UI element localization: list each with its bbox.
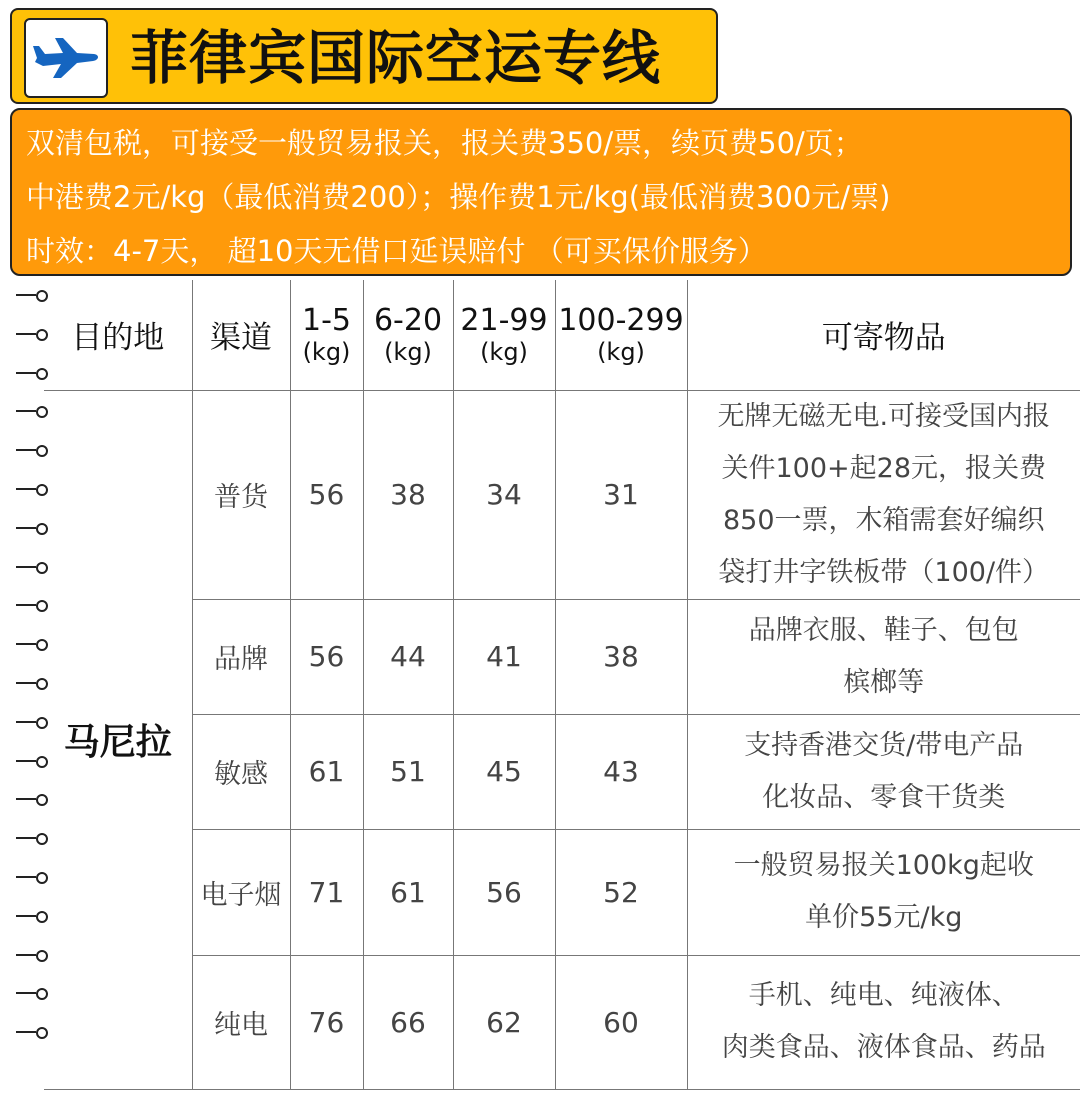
binder-ring-icon (14, 792, 48, 806)
header-channel: 渠道 (192, 280, 290, 390)
page-title: 菲律宾国际空运专线 (130, 24, 662, 92)
service-info-box (10, 108, 1072, 276)
header-range-4: 100-299 (kg) (555, 280, 687, 390)
header-range-2: 6-20 (kg) (363, 280, 453, 390)
binder-ring-icon (14, 870, 48, 884)
price-cell: 51 (363, 714, 453, 829)
price-cell: 31 (555, 390, 687, 599)
price-cell: 45 (453, 714, 555, 829)
binder-ring-icon (14, 637, 48, 651)
price-cell: 52 (555, 829, 687, 955)
binder-ring-icon (14, 404, 48, 418)
channel-cell: 敏感 (192, 714, 290, 829)
rates-table (44, 280, 1080, 1090)
table-row (44, 714, 1080, 829)
price-cell: 62 (453, 955, 555, 1089)
price-cell: 44 (363, 599, 453, 714)
price-cell: 38 (555, 599, 687, 714)
binder-ring-icon (14, 909, 48, 923)
table-row (44, 599, 1080, 714)
binder-ring-icon (14, 482, 48, 496)
price-cell: 56 (453, 829, 555, 955)
price-cell: 60 (555, 955, 687, 1089)
header-range-1: 1-5 (kg) (290, 280, 363, 390)
table-row (44, 955, 1080, 1089)
price-cell: 61 (290, 714, 363, 829)
price-cell: 56 (290, 390, 363, 599)
price-cell: 38 (363, 390, 453, 599)
price-cell: 41 (453, 599, 555, 714)
price-cell: 61 (363, 829, 453, 955)
items-cell: 品牌衣服、鞋子、包包 槟榔等 (687, 599, 1080, 714)
destination-cell: 马尼拉 (44, 390, 192, 1089)
binder-ring-icon (14, 715, 48, 729)
items-cell: 支持香港交货/带电产品 化妆品、零食干货类 (687, 714, 1080, 829)
table-row (44, 829, 1080, 955)
header-destination: 目的地 (44, 280, 192, 390)
table-header-row (44, 280, 1080, 390)
price-cell: 71 (290, 829, 363, 955)
items-cell: 一般贸易报关100kg起收 单价55元/kg (687, 829, 1080, 955)
title-banner (10, 8, 718, 104)
binder-ring-icon (14, 831, 48, 845)
binder-ring-icon (14, 598, 48, 612)
price-cell: 76 (290, 955, 363, 1089)
binder-ring-icon (14, 288, 48, 302)
items-cell: 无牌无磁无电.可接受国内报 关件100+起28元，报关费 850一票，木箱需套好编织 袋打井字铁板带（100/件） (687, 390, 1080, 599)
table-row (44, 390, 1080, 599)
items-cell: 手机、纯电、纯液体、 肉类食品、液体食品、药品 (687, 955, 1080, 1089)
info-line-transit: 时效：4-7天， 超10天无借口延误赔付 （可买保价服务） (26, 234, 767, 268)
binder-ring-icon (14, 327, 48, 341)
price-cell: 56 (290, 599, 363, 714)
logo-box (24, 18, 108, 98)
binder-ring-icon (14, 443, 48, 457)
binder-ring-icon (14, 986, 48, 1000)
header-range-3: 21-99 (kg) (453, 280, 555, 390)
header-items: 可寄物品 (687, 280, 1080, 390)
channel-cell: 纯电 (192, 955, 290, 1089)
binder-ring-icon (14, 521, 48, 535)
binder-ring-icon (14, 1025, 48, 1039)
price-cell: 43 (555, 714, 687, 829)
price-cell: 34 (453, 390, 555, 599)
channel-cell: 电子烟 (192, 829, 290, 955)
info-line-fees: 中港费2元/kg（最低消费200）；操作费1元/kg(最低消费300元/票) (26, 180, 891, 214)
airplane-icon (31, 36, 101, 80)
binder-ring-icon (14, 676, 48, 690)
binder-ring-icon (14, 560, 48, 574)
binder-ring-icon (14, 754, 48, 768)
binder-ring-icon (14, 366, 48, 380)
info-line-clearance: 双清包税，可接受一般贸易报关，报关费350/票，续页费50/页； (26, 126, 863, 160)
binder-ring-icon (14, 948, 48, 962)
channel-cell: 普货 (192, 390, 290, 599)
price-cell: 66 (363, 955, 453, 1089)
channel-cell: 品牌 (192, 599, 290, 714)
